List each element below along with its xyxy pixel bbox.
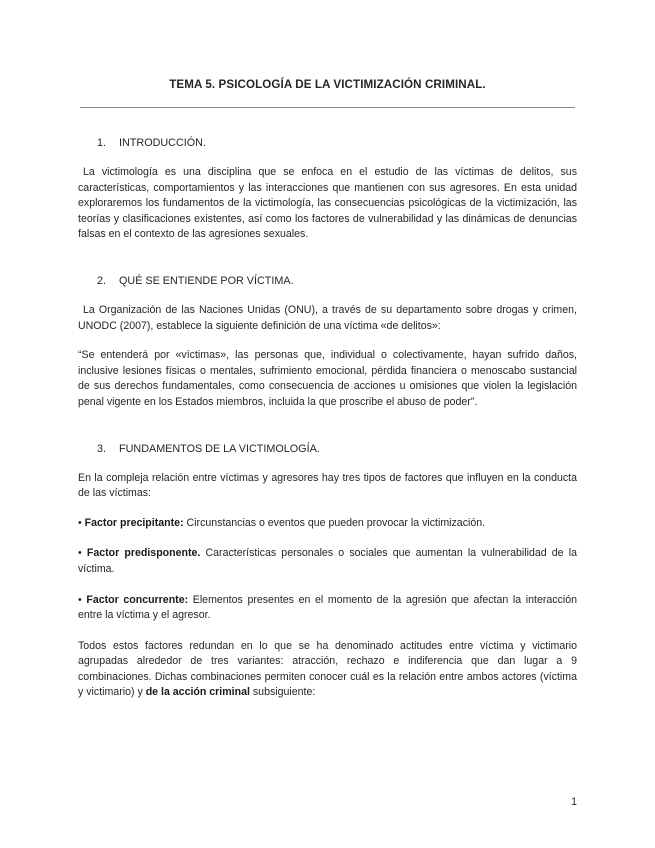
section-title: INTRODUCCIÓN.	[119, 137, 206, 149]
closing-paragraph	[78, 639, 577, 701]
section-number: 2.	[97, 274, 107, 287]
section-heading-introduccion	[97, 135, 577, 151]
factor-description: Elementos presentes en el momento de la agresión que afectan la interacción entre la víctima y el agresor.	[78, 593, 577, 622]
closing-bold-text: de la acción criminal	[145, 686, 250, 699]
factor-item-precipitante	[78, 516, 577, 532]
factor-description: Circunstancias o eventos que pueden provocar la victimización.	[186, 516, 486, 529]
bullet: •	[78, 516, 82, 529]
intro-paragraph: La victimología es una disciplina que se enfoca en el estudio de las víctimas de delitos, sus características, comportamientos y las interacciones que mantienen con sus agresores. En esta unidad exploraremos los fundamentos de la victimología, las consecuencias psicológicas de la victimización, las teorías y clasificaciones existentes, así como los factores de vulnerabilidad y las dinámicas de denuncias falsas en el contexto de las agresiones sexuales.	[78, 166, 577, 241]
factor-term: Factor predisponente.	[86, 547, 201, 560]
onu-paragraph: La Organización de las Naciones Unidas (ONU), a través de su departamento sobre drogas y crimen, UNODC (2007), establece la siguiente definición de una víctima «de delitos»:	[78, 303, 577, 332]
closing-text: Todos estos factores redundan en lo que se ha denominado actitudes entre víctima y victimario agrupadas alrededor de tres variantes: atracción, rechazo e indiferencia que dan lugar a 9 combinaciones. Dichas combinaciones permiten conocer cuál es la relación entre ambos actores (víctima y victimario) y	[78, 639, 577, 699]
bullet: •	[78, 547, 82, 560]
title-divider	[80, 107, 575, 108]
closing-tail: subsiguiente:	[252, 686, 316, 699]
definition-quote: “Se entenderá por «víctimas», las personas que, individual o colectivamente, hayan sufrido daños, inclusive lesiones físicas o mentales, sufrimiento emocional, pérdida financiera o menoscabo sustancial de sus derechos fundamentales, como consecuencia de acciones u omisiones que violen la legislación penal vigente en los Estados miembros, incluida la que proscribe el abuso de poder”.	[78, 349, 577, 408]
factor-term: Factor precipitante:	[84, 516, 184, 529]
page-number: 1	[571, 796, 577, 808]
section-title: QUÉ SE ENTIENDE POR VÍCTIMA.	[119, 274, 294, 287]
section-number: 3.	[97, 442, 107, 455]
document-title: TEMA 5. PSICOLOGÍA DE LA VICTIMIZACIÓN CRIMINAL.	[169, 78, 486, 91]
section-number: 1.	[97, 137, 107, 149]
factor-item-concurrente	[78, 593, 577, 624]
factor-item-predisponente	[78, 546, 577, 577]
factor-term: Factor concurrente:	[86, 593, 189, 606]
section-heading-victima	[97, 273, 577, 289]
factor-description: Características personales o sociales que aumentan la vulnerabilidad de la víctima.	[78, 547, 577, 575]
section-title: FUNDAMENTOS DE LA VICTIMOLOGÍA.	[119, 442, 320, 455]
factors-intro: En la compleja relación entre víctimas y agresores hay tres tipos de factores que influyen en la conducta de las víctimas:	[78, 471, 577, 500]
section-heading-fundamentos	[97, 441, 577, 457]
bullet: •	[78, 593, 82, 606]
